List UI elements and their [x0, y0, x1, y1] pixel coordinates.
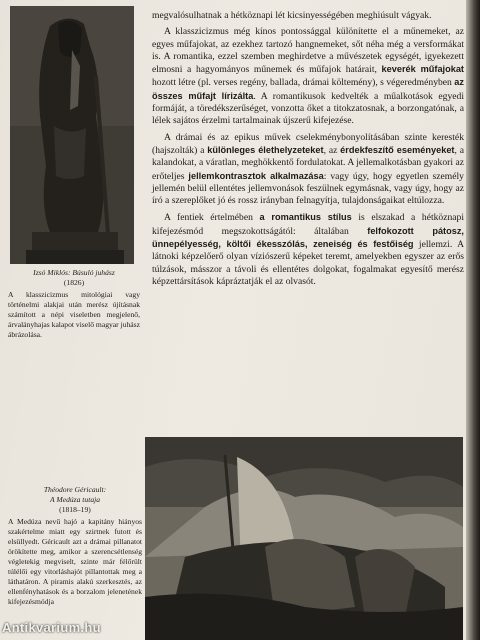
paragraph-4	[152, 211, 464, 288]
p3-text-a: A drámai és az epikus művek cselekménybonyolításában szinte keresték (hajszolták) a	[152, 131, 464, 156]
painting-caption	[8, 485, 142, 607]
page-edge-shadow	[466, 0, 480, 640]
p4-text-a: A fentiek értelmében	[164, 212, 260, 224]
p2-bold-1: keverék műfajokat	[381, 64, 464, 75]
p3-text-c: , az	[323, 144, 341, 156]
p4-bold-1: a romantikus stílus	[259, 212, 352, 223]
p4-text-c: is elszakad a hétköznapi kifejezésmód megszokottságától: általában	[152, 212, 464, 237]
raft-painting	[145, 437, 463, 640]
p2-text-a: A klasszicizmus még kínos pontossággal különítette el a műnemeket, az egyes műfajokat, az ezekhez tartozó hangnemeket, sőt néha még a versformákat is. A romantika, ezzel szemben meghirdetve a művészetek egységét, igyekezett elmosni a hagyományos műnemek és műfajok határait,	[152, 26, 464, 76]
p3-bold-1: különleges élethelyzeteket	[207, 144, 324, 155]
statue-caption-title: Izsó Miklós: Búsuló juhász	[33, 268, 115, 277]
p4-text-d: jellemzi. A látnoki képzelőerő olyan víziószerű képeket teremt, amelyekben egyszer az erős túlzások, másszor a távoli és ellentétes dolgokat, fogalmakat egyesítő merész képzettársítások kápráztatják el az olvasót.	[152, 239, 464, 287]
painting-caption-title: Théodore Géricault:	[43, 485, 107, 494]
p2-text-d: . A romantikusok kedvelték a műalkotások egyedi formáját, a töredékszerűséget, vonzotta őket a titokzatosnak, a borzongatónak, a lélek sajátos érzelmi tartalmainak újszerű kifejezése.	[152, 90, 464, 127]
paragraph-1: megvalósulhatnak a hétköznapi lét kicsinyességében meghiúsult vágyak.	[152, 10, 432, 21]
paragraph-3	[152, 132, 464, 208]
p2-text-c: hozott létre (pl. verses regény, ballada, drámai költemény), s végeredményben	[152, 77, 455, 89]
statue-caption-body: A klasszicizmus mitológiai vagy történelmi alakjai után merész újításnak számított a népi viseletben megjelenő, árvalányhajas kalapot viselő magyar juhász ábrázolása.	[8, 290, 140, 339]
statue-photo	[10, 6, 134, 264]
statue-caption	[8, 268, 140, 340]
p3-text-e: : vagy úgy, hogy egyetlen személy jellemén belül ellentétes jellemvonások feszülnek egymásnak, vagy úgy, hogy az író a szereplőket jó és rossz irányban felnagyítja, tulajdonságaikat eltúlozza.	[152, 170, 464, 207]
statue-caption-date: (1826)	[63, 278, 85, 287]
paragraph-2	[152, 26, 464, 127]
main-text	[152, 10, 464, 292]
p4-bold-2: felfokozott pátosz, ünnepélyesség, költői ékesszólás, zeneiség és festőiség	[152, 225, 464, 250]
p3-bold-2: érdekfeszítő eseményeket	[340, 144, 455, 155]
painting-caption-date: (1818–19)	[59, 505, 91, 514]
painting-caption-subtitle: A Medúza tutaja	[49, 495, 101, 504]
painting-caption-body: A Medúza nevű hajó a kapitány hiányos szakértelme miatt egy szirtnek futott és elsüllyedt. Géricault azt a drámai pillanatot örökítette meg, amikor a szerencsétlenség végletekig megviselt, szinte már félőrült túlélői egy vitorláshajót pillantottak meg a láthatáron. A piramis alakú szerkesztés, az ellenfényhatások és a borzalom jelenetének kifejezésmódja	[8, 517, 142, 606]
p3-text-d: , a kalandokat, a váratlan, meghökkentő fordulatokat. A jellemalkotásban gyakori az erőteljes	[152, 144, 464, 182]
p2-bold-2: az összes műfajt lírizálta	[152, 77, 464, 101]
watermark: Antikvarium.hu	[2, 620, 101, 635]
p3-bold-3: jellemkontrasztok alkalmazása	[188, 170, 324, 181]
